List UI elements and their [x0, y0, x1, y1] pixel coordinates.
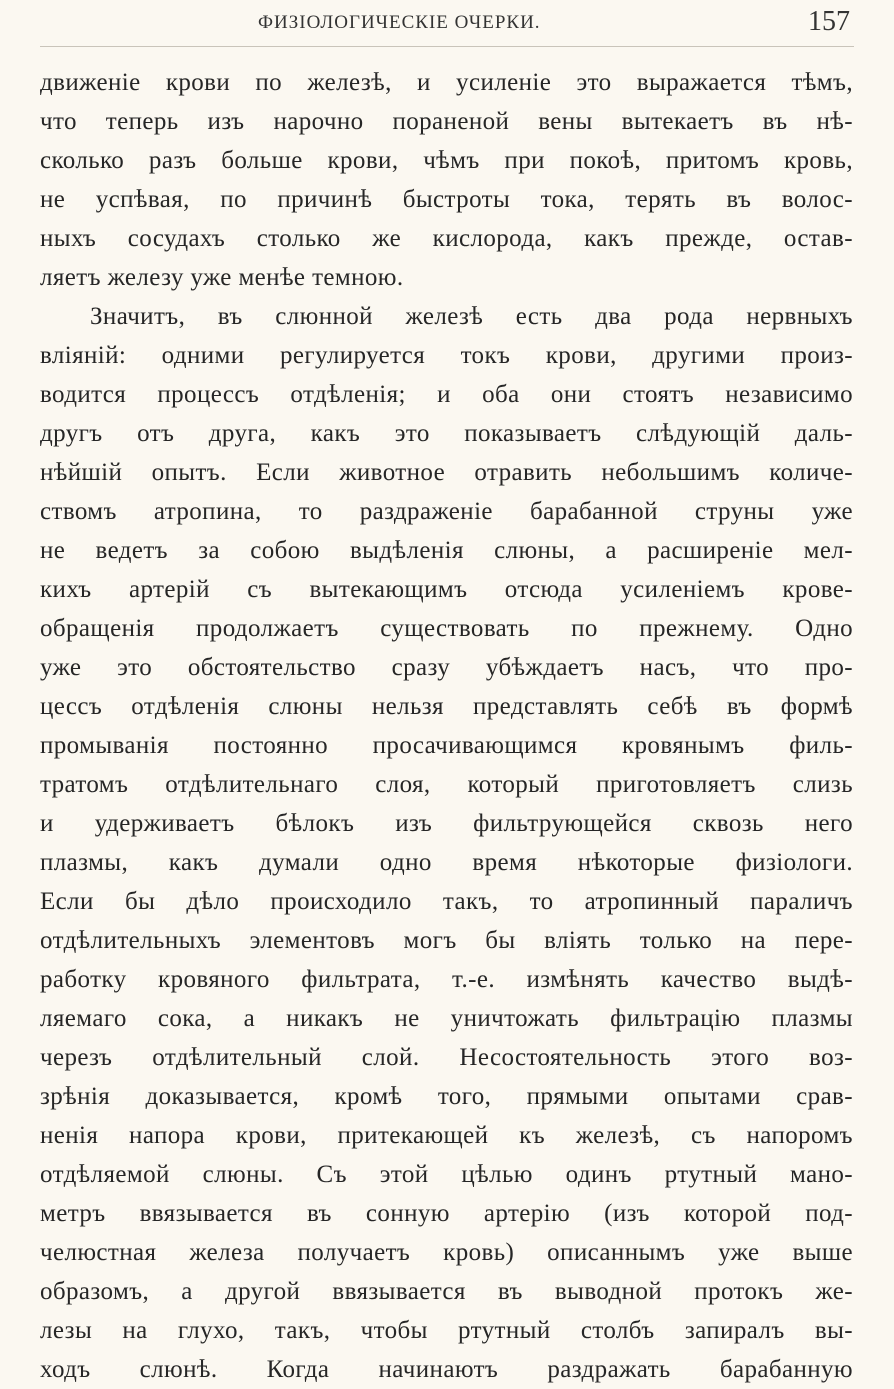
page-number: 157: [808, 6, 850, 37]
text-line: водится процессъ отдѣленiя; и оба они стоятъ независимо: [40, 381, 853, 408]
text-line: челюстная железа получаетъ кровь) описаннымъ уже выше: [40, 1239, 853, 1266]
text-line: уже это обстоятельство сразу убѣждаетъ насъ, что про-: [40, 654, 853, 681]
body-text: [40, 63, 853, 1389]
text-line: ныхъ сосудахъ столько же кислорода, какъ прежде, остав-: [40, 225, 853, 252]
text-line: движенiе крови по железѣ, и усиленiе это выражается тѣмъ,: [40, 69, 853, 96]
text-line: кихъ артерiй съ вытекающимъ отсюда усиленiемъ крове-: [40, 576, 853, 603]
text-line: ствомъ атропина, то раздраженiе барабанной струны уже: [40, 498, 853, 525]
text-line: и удерживаетъ бѣлокъ изъ фильтрующейся сквозь него: [40, 810, 853, 837]
header-rule: [40, 46, 854, 47]
text-line: ходъ слюнѣ. Когда начинаютъ раздражать барабанную: [40, 1356, 853, 1383]
text-line: тратомъ отдѣлительнаго слоя, который приготовляетъ слизь: [40, 771, 853, 798]
paragraph-start-line: Значитъ, въ слюнной железѣ есть два рода нервныхъ: [90, 303, 853, 330]
text-line: плазмы, какъ думали одно время нѣкоторые физiологи.: [40, 849, 853, 876]
running-head: [0, 6, 894, 44]
text-line: Если бы дѣло происходило такъ, то атропинный параличъ: [40, 888, 853, 915]
text-line: метръ ввязывается въ сонную артерiю (изъ которой под-: [40, 1200, 853, 1227]
text-line: отдѣляемой слюны. Съ этой цѣлью одинъ ртутный мано-: [40, 1161, 853, 1188]
text-line: образомъ, а другой ввязывается въ выводной протокъ же-: [40, 1278, 853, 1305]
text-line: ляемаго сока, а никакъ не уничтожать фильтрацiю плазмы: [40, 1005, 853, 1032]
text-line: влiянiй: одними регулируется токъ крови, другими произ-: [40, 342, 853, 369]
text-line: черезъ отдѣлительный слой. Несостоятельность этого воз-: [40, 1044, 853, 1071]
text-line: ляетъ железу уже менѣе темною.: [40, 264, 404, 291]
running-title: ФИЗІОЛОГИЧЕСКІЕ ОЧЕРКИ.: [258, 12, 541, 33]
text-line: другъ отъ друга, какъ это показываетъ слѣдующiй даль-: [40, 420, 853, 447]
text-line: что теперь изъ нарочно пораненой вены вытекаетъ въ нѣ-: [40, 108, 853, 135]
text-line: обращенiя продолжаетъ существовать по прежнему. Одно: [40, 615, 853, 642]
text-line: лезы на глухо, такъ, чтобы ртутный столбъ запиралъ вы-: [40, 1317, 853, 1344]
text-line: не успѣвая, по причинѣ быстроты тока, терять въ волос-: [40, 186, 853, 213]
text-line: сколько разъ больше крови, чѣмъ при покоѣ, притомъ кровь,: [40, 147, 853, 174]
text-line: нѣйшiй опытъ. Если животное отравить небольшимъ количе-: [40, 459, 853, 486]
text-line: цессъ отдѣленiя слюны нельзя представлять себѣ въ формѣ: [40, 693, 853, 720]
text-line: работку кровяного фильтрата, т.-е. измѣнять качество выдѣ-: [40, 966, 853, 993]
text-line: зрѣнiя доказывается, кромѣ того, прямыми опытами срав-: [40, 1083, 853, 1110]
text-line: промыванiя постоянно просачивающимся кровянымъ филь-: [40, 732, 853, 759]
text-line: не ведетъ за собою выдѣленiя слюны, а расширенiе мел-: [40, 537, 853, 564]
text-line: отдѣлительныхъ элементовъ могъ бы влiять только на пере-: [40, 927, 853, 954]
text-line: ненiя напора крови, притекающей къ железѣ, съ напоромъ: [40, 1122, 853, 1149]
